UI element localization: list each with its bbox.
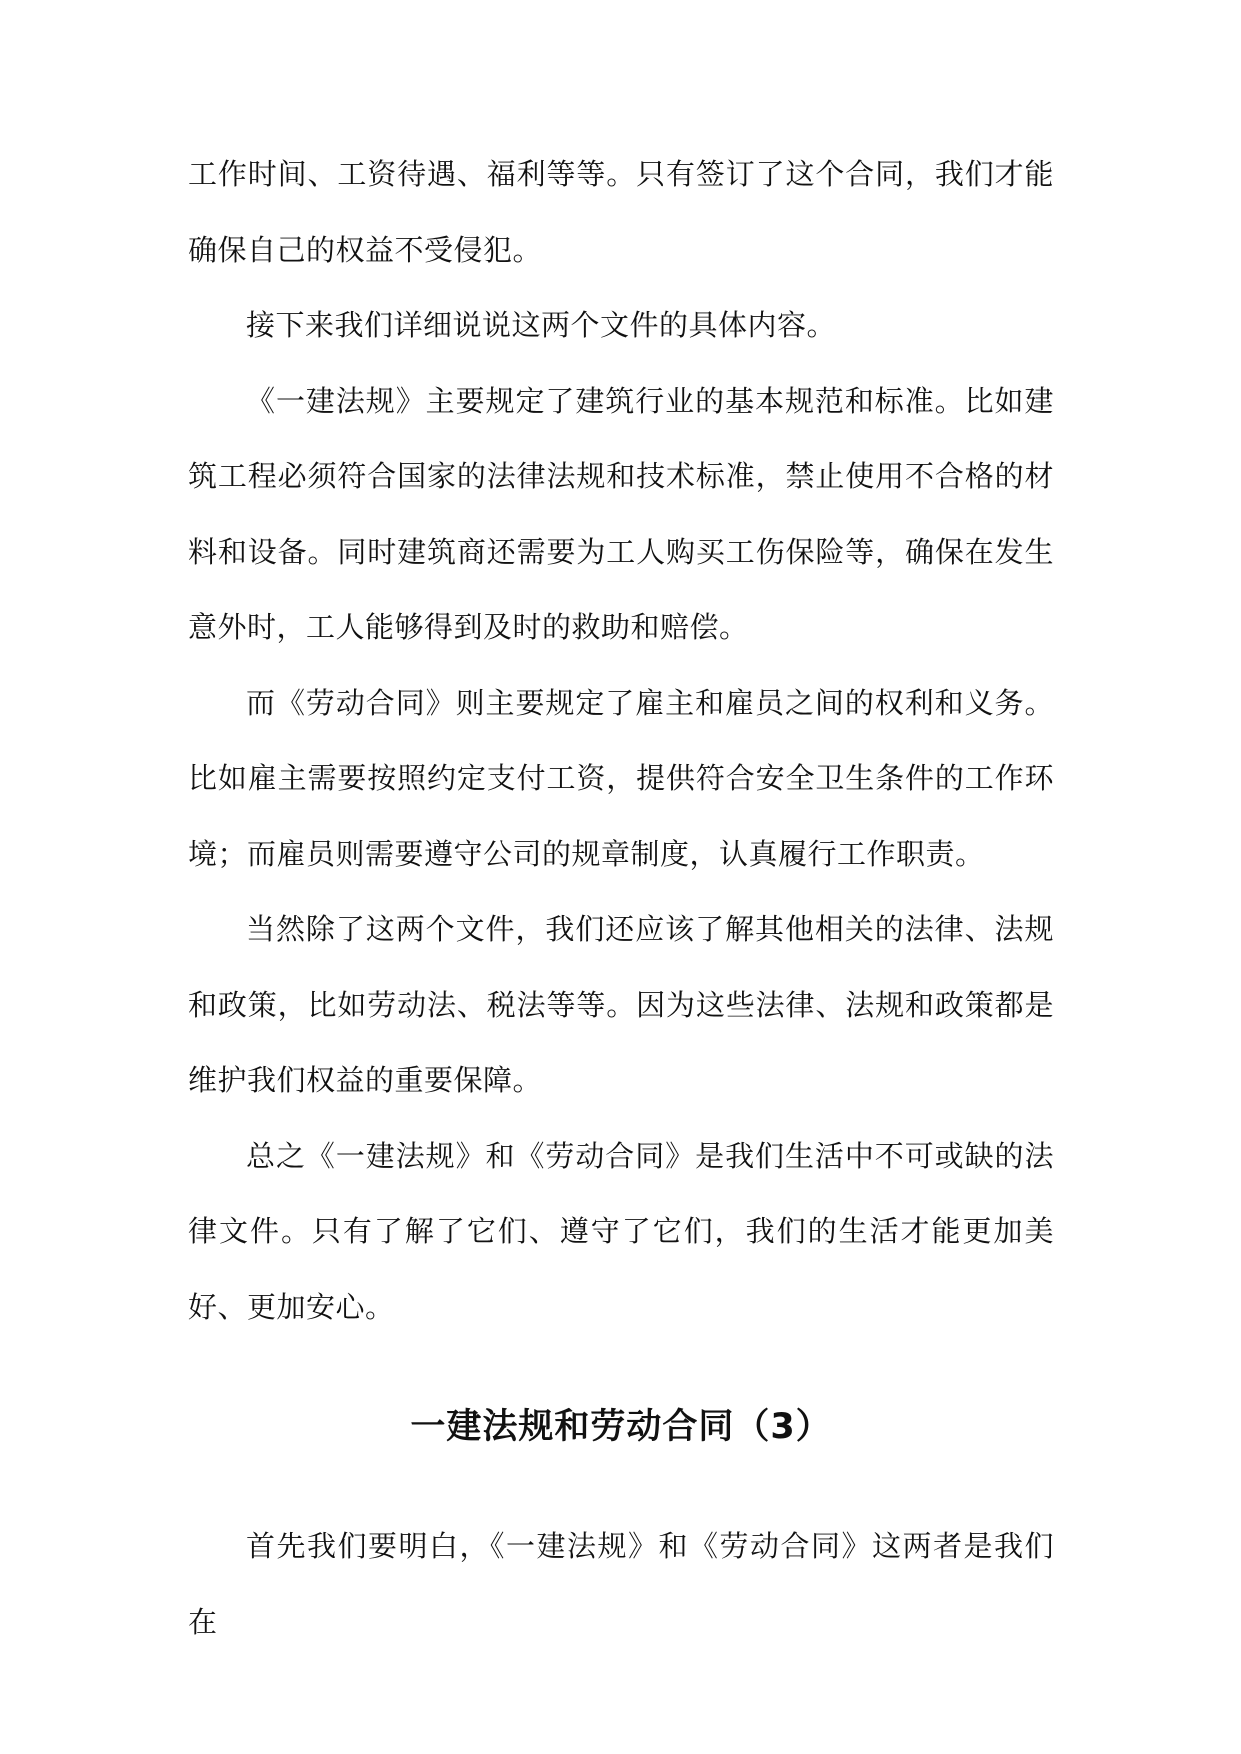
paragraph-labor-contract: 而《劳动合同》则主要规定了雇主和雇员之间的权利和义务。比如雇主需要按照约定支付工资，提供符合安全卫生条件的工作环境；而雇员则需要遵守公司的规章制度，认真履行工作职责。 — [188, 685, 1054, 871]
paragraph-other-laws: 当然除了这两个文件，我们还应该了解其他相关的法律、法规和政策，比如劳动法、税法等等。因为这些法律、法规和政策都是维护我们权益的重要保障。 — [188, 912, 1054, 1097]
document-body — [188, 137, 1054, 1660]
section-heading: 一建法规和劳动合同（3） — [410, 1407, 832, 1447]
paragraph-construction-regulations: 《一建法规》主要规定了建筑行业的基本规范和标准。比如建筑工程必须符合国家的法律法规和技术标准，禁止使用不合格的材料和设备。同时建筑商还需要为工人购买工伤保险等，确保在发生意外时，工人能够得到及时的救助和赔偿。 — [188, 383, 1054, 644]
paragraph-conclusion: 总之《一建法规》和《劳动合同》是我们生活中不可或缺的法律文件。只有了解了它们、遵守了它们，我们的生活才能更加美好、更加安心。 — [188, 1138, 1054, 1324]
paragraph-continuation: 工作时间、工资待遇、福利等等。只有签订了这个合同，我们才能确保自己的权益不受侵犯。 — [188, 157, 1054, 267]
paragraph-section-start: 首先我们要明白，《一建法规》和《劳动合同》这两者是我们在 — [188, 1529, 1054, 1639]
paragraph-intro-details: 接下来我们详细说说这两个文件的具体内容。 — [246, 308, 837, 342]
